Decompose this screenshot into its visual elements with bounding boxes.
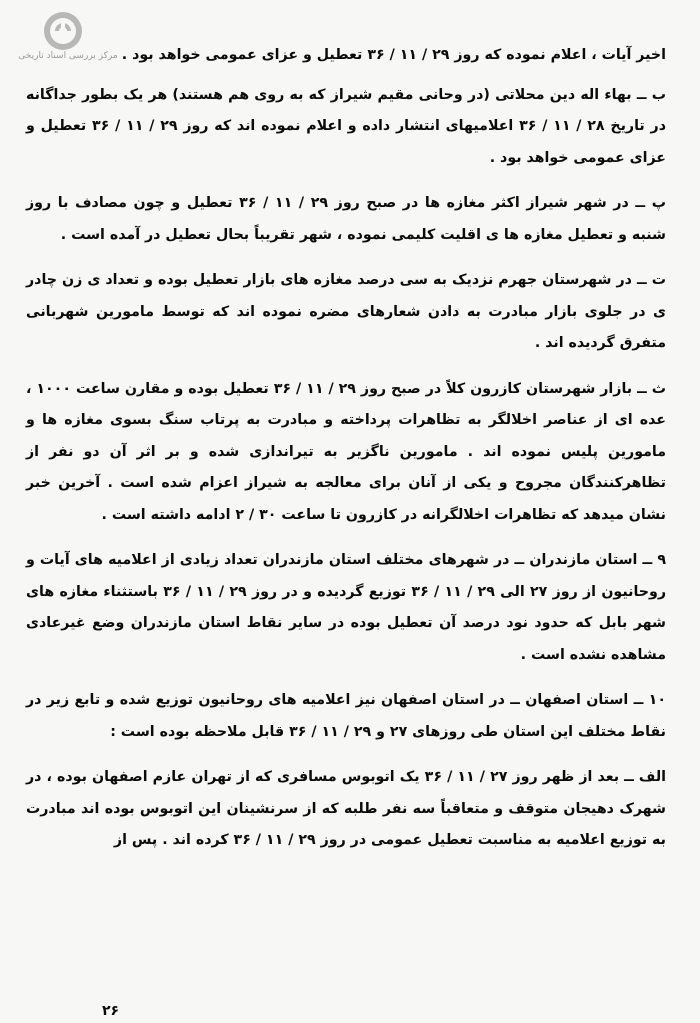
paragraph: ت ــ در شهرستان جهرم نزدیک به سی درصد مغازه های بازار تعطیل بوده و تعداد ی زن چادر ی در جلوی بازار مبادرت به دادن شعارهای مضره نموده اند که توسط مامورین شهربانی متفرق گردیده اند . [26, 272, 666, 351]
page-number: ۲۶ [102, 1003, 120, 1019]
paragraph: پ ــ در شهر شیراز اکثر مغازه ها در صبح روز ۲۹ / ۱۱ / ۳۶ تعطیل و چون مصادف با روز شنبه و تعطیل مغازه ها ی اقلیت کلیمی نموده ، شهر تقریباً بحال تعطیل در آمده است . [26, 195, 666, 243]
paragraph: ۹ ــ استان مازندران ــ در شهرهای مختلف استان مازندران تعداد زیادی از اعلامیه های آیات و روحانیون از روز ۲۷ الی ۲۹ / ۱۱ / ۳۶ توزیع گردیده و در روز ۲۹ / ۱۱ / ۳۶ باستثناء مغازه های شهر بابل که حدود نود درصد آن تعطیل بوده در سایر نقاط استان مازندران وضع غیرعادی مشاهده نشده است . [26, 552, 666, 663]
paragraph: ب ــ بهاء اله دین محلاتی (در وحانی مقیم شیراز که به روی هم هستند) هر یک بطور جداگانه در تاریخ ۲۸ / ۱۱ / ۳۶ اعلامیهای انتشار داده و اعلام نموده اند که روز ۲۹ / ۱۱ / ۳۶ تعطیل و عزای عمومی خواهد بود . [26, 86, 666, 166]
document-body [26, 40, 666, 871]
paragraph: ۱۰ ــ استان اصفهان ــ در استان اصفهان نیز اعلامیه های روحانیون توزیع شده و تابع زیر در نقاط مختلف این استان طی روزهای ۲۷ و ۲۹ / ۱۱ / ۳۶ قابل ملاحظه بوده است : [26, 692, 666, 740]
paragraph: ث ــ بازار شهرستان کازرون کلاً در صبح روز ۲۹ / ۱۱ / ۳۶ تعطیل بوده و مقارن ساعت ۱۰۰۰ ، عده ای از عناصر اخلالگر به تظاهرات پرداخته و مبادرت به پرتاب سنگ بسوی مغازه ها و مامورین پلیس نموده اند . مامورین ناگزیر به تیراندازی شده و بر اثر آن دو نفر از تظاهرکنندگان مجروح و یکی از آنان برای معالجه به شیراز اعزام شده است . آخرین خبر نشان میدهد که تظاهرات اخلالگرانه در کازرون تا ساعت ۳۰ / ۲ ادامه داشته است . [26, 380, 666, 523]
paragraph: اخیر آیات ، اعلام نموده که روز ۲۹ / ۱۱ / ۳۶ تعطیل و عزای عمومی خواهد بود . [121, 47, 666, 63]
paragraph: الف ــ بعد از ظهر روز ۲۷ / ۱۱ / ۳۶ یک اتوبوس مسافری که از تهران عازم اصفهان بوده ، در شهرک دهیجان متوقف و متعاقباً سه نفر طلبه که از سرنشینان این اتوبوس بوده اند مبادرت به توزیع اعلامیه به مناسبت تعطیل عمومی در روز ۲۹ / ۱۱ / ۳۶ کرده اند . پس از [26, 769, 667, 848]
archive-logo-caption: مرکز بررسی اسناد تاریخی [18, 51, 118, 61]
